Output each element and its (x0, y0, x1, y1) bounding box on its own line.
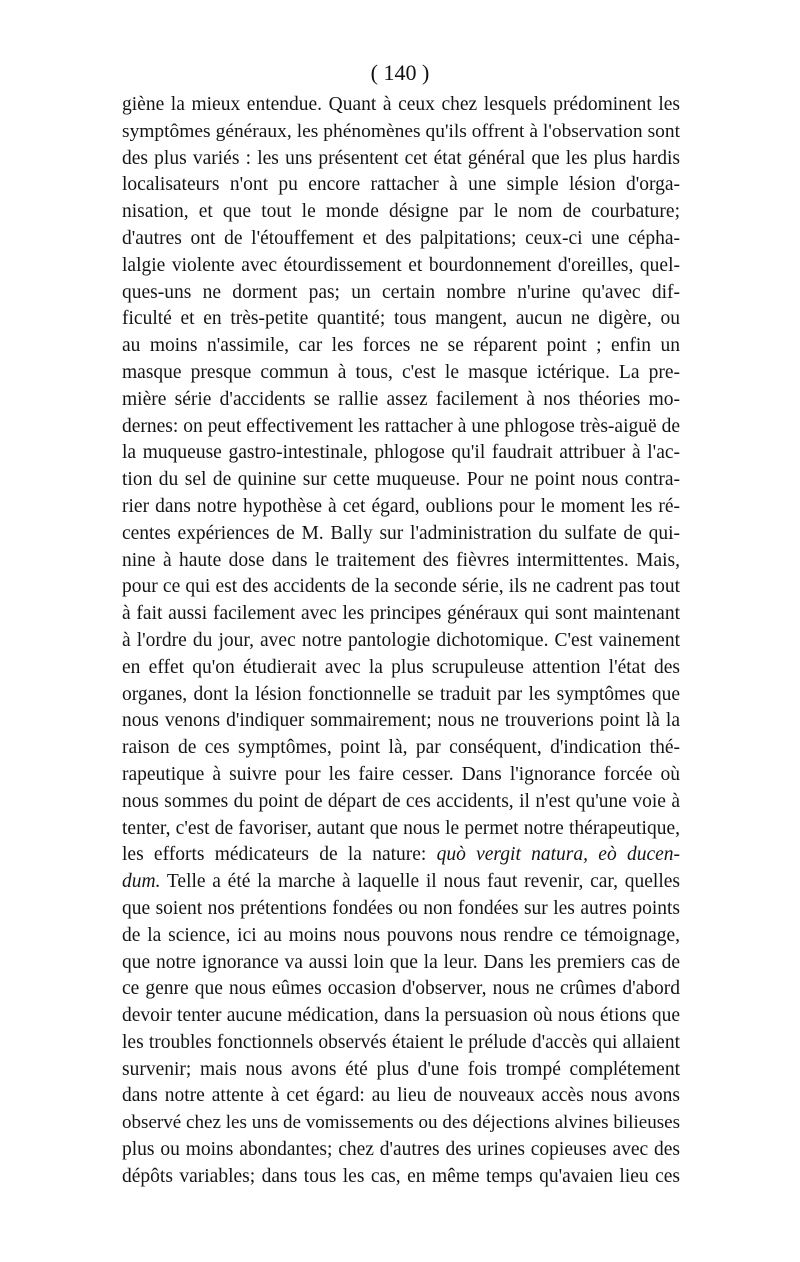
text-line: à fait aussi facilement avec les principes généraux qui sont maintenant (122, 603, 680, 625)
text-run: Telle a été la marche à laquelle il nous faut revenir, car, quelles (166, 871, 680, 893)
text-line: que notre ignorance va aussi loin que la leur. Dans les premiers cas de (122, 951, 680, 973)
text-line: ques-uns ne dorment pas; un certain nombre n'urine qu'avec dif- (122, 281, 680, 303)
text-line: survenir; mais nous avons été plus d'une fois trompé complétement (122, 1058, 680, 1080)
text-line: organes, dont la lésion fonctionnelle se traduit par les symptômes que (122, 683, 680, 705)
text-line: nous sommes du point de départ de ces accidents, il n'est qu'une voie à (122, 790, 680, 812)
text-line: localisateurs n'ont pu encore rattacher à une simple lésion d'orga- (122, 174, 680, 196)
text-line: dernes: on peut effectivement les rattacher à une phlogose très-aiguë de (122, 415, 680, 437)
text-line: de la science, ici au moins nous pouvons nous rendre ce témoignage, (122, 924, 680, 946)
text-line: observé chez les uns de vomissements ou des déjections alvines bilieuses (122, 1112, 680, 1134)
text-line-with-italic (122, 869, 680, 896)
text-line: nine à haute dose dans le traitement des fièvres intermittentes. Mais, (122, 549, 680, 571)
text-line: centes expériences de M. Bally sur l'administration du sulfate de qui- (122, 522, 680, 544)
text-line: nous venons d'indiquer sommairement; nous ne trouverions point là la (122, 710, 680, 732)
text-line: nisation, et que tout le monde désigne par le nom de courbature; (122, 201, 680, 223)
text-line: lalgie violente avec étourdissement et bourdonnement d'oreilles, quel- (122, 254, 680, 276)
text-line: raison de ces symptômes, point là, par conséquent, d'indication thé- (122, 737, 680, 759)
text-line: rapeutique à suivre pour les faire cesser. Dans l'ignorance forcée où (122, 763, 680, 785)
text-line: symptômes généraux, les phénomènes qu'ils offrent à l'observation sont (122, 120, 680, 142)
text-line: masque presque commun à tous, c'est le masque ictérique. La pre- (122, 361, 680, 383)
text-line: que soient nos prétentions fondées ou non fondées sur les autres points (122, 897, 680, 919)
body-text (122, 92, 680, 1191)
text-line: d'autres ont de l'étouffement et des palpitations; ceux-ci une cépha- (122, 227, 680, 249)
text-line: ficulté et en très-petite quantité; tous mangent, aucun ne digère, ou (122, 308, 680, 330)
text-line: tion du sel de quinine sur cette muqueuse. Pour ne point nous contra- (122, 469, 680, 491)
text-line: rier dans notre hypothèse à cet égard, oublions pour le moment les ré- (122, 495, 680, 517)
text-line: pour ce qui est des accidents de la seconde série, ils ne cadrent pas tout (122, 576, 680, 598)
text-line: devoir tenter aucune médication, dans la persuasion où nous étions que (122, 1005, 680, 1027)
text-line: dépôts variables; dans tous les cas, en même temps qu'avaien lieu ces (122, 1165, 680, 1187)
text-line: les troubles fonctionnels observés étaient le prélude d'accès qui allaient (122, 1031, 680, 1053)
text-line: ce genre que nous eûmes occasion d'observer, nous ne crûmes d'abord (122, 978, 680, 1000)
text-line: en effet qu'on étudierait avec la plus scrupuleuse attention l'état des (122, 656, 680, 678)
text-line: mière série d'accidents se rallie assez facilement à nos théories mo- (122, 388, 680, 410)
text-line: plus ou moins abondantes; chez d'autres des urines copieuses avec des (122, 1139, 680, 1161)
text-line: des plus variés : les uns présentent cet état général que les plus hardis (122, 147, 680, 169)
text-line: au moins n'assimile, car les forces ne se réparent point ; enfin un (122, 335, 680, 357)
text-line: giène la mieux entendue. Quant à ceux chez lesquels prédominent les (122, 94, 680, 115)
text-line: dans notre attente à cet égard: au lieu de nouveaux accès nous avons (122, 1085, 680, 1107)
text-line: la muqueuse gastro-intestinale, phlogose qu'il faudrait attribuer à l'ac- (122, 442, 680, 464)
text-line-with-italic (122, 842, 680, 869)
italic-phrase: dum. (122, 871, 161, 893)
text-line: tenter, c'est de favoriser, autant que nous le permet notre thérapeutique, (122, 817, 680, 839)
page-number: ( 140 ) (370, 60, 430, 85)
text-line: à l'ordre du jour, avec notre pantologie dichotomique. C'est vainement (122, 629, 680, 651)
text-run: les efforts médicateurs de la nature: (122, 844, 427, 866)
italic-phrase: quò vergit natura, eò ducen- (436, 844, 680, 866)
